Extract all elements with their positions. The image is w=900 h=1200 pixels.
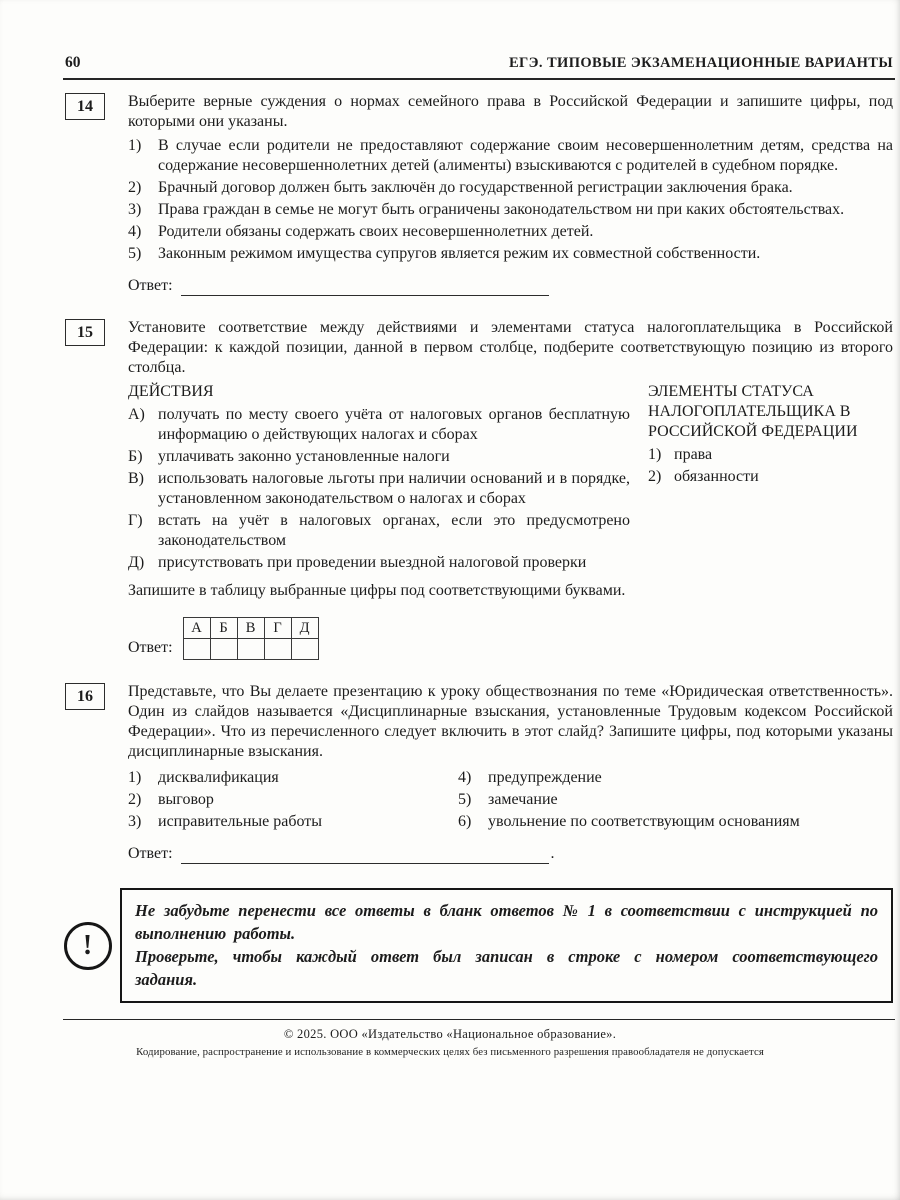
- footer-rule: [63, 1019, 895, 1020]
- option-item: [458, 768, 893, 788]
- matching-item-letter: Г): [128, 512, 143, 529]
- option-number: 1): [128, 137, 142, 154]
- question-16-prompt: Представьте, что Вы делаете презентацию к уроку обществознания по теме «Юридическая ответственность». Один из слайдов называется «Дисциплинарные взыскания, установленные Трудовым кодексом Российской Федерации». Что из перечисленного следует включить в этот слайд? Запишите цифры, под которыми указаны дисциплинарные взыскания.: [128, 683, 893, 760]
- options-right-column: [458, 766, 893, 832]
- header-rule: [63, 78, 895, 80]
- matching-item-text: присутствовать при проведении выездной налоговой проверки: [158, 554, 587, 571]
- option-item: [128, 790, 458, 810]
- matching-choice: [648, 467, 893, 487]
- matching-item-letter: В): [128, 470, 144, 487]
- matching-choice: [648, 445, 893, 465]
- answer-period: .: [550, 845, 555, 862]
- answer-label: Ответ:: [128, 277, 173, 294]
- table-input-cell: [264, 639, 291, 660]
- notice-icon-column: [55, 922, 120, 970]
- matching-choice-number: 2): [648, 468, 662, 485]
- answer-label: Ответ:: [128, 845, 173, 862]
- question-15-body: [128, 318, 893, 660]
- question-16: [65, 682, 893, 864]
- table-header-cell: Д: [291, 618, 318, 639]
- question-14: [65, 92, 893, 296]
- question-15-number-column: [65, 318, 128, 660]
- option-number: 5): [128, 245, 142, 262]
- matching-item: [128, 447, 630, 467]
- copyright-text: © 2025. ООО «Издательство «Национальное образование».: [283, 1027, 617, 1041]
- option-number: 5): [458, 791, 472, 808]
- option-number: 3): [128, 813, 142, 830]
- table-input-cell: [183, 639, 210, 660]
- page-header: [65, 54, 893, 72]
- answer-blank-line: [181, 282, 549, 296]
- table-input-cell: [291, 639, 318, 660]
- matching-item: [128, 405, 630, 445]
- option-item: [128, 136, 893, 176]
- notice-row: [55, 888, 893, 1003]
- table-header-cell: В: [237, 618, 264, 639]
- option-text: выговор: [158, 791, 214, 808]
- question-15-prompt: Установите соответствие между действиями и элементами статуса налогоплательщика в Российской Федерации: к каждой позиции, данной в первом столбце, подберите соответствующую позицию из второго столбца.: [128, 319, 893, 376]
- question-15: [65, 318, 893, 660]
- answer-row: [128, 276, 893, 296]
- notice-line: Проверьте, чтобы каждый ответ был записан в строке с номером соответствующего задания.: [135, 947, 878, 989]
- answer-label: Ответ:: [128, 639, 173, 656]
- option-item: [128, 200, 893, 220]
- table-header-cell: А: [183, 618, 210, 639]
- matching-choice-text: права: [674, 446, 713, 463]
- answer-table-row: [128, 617, 893, 660]
- option-number: 2): [128, 179, 142, 196]
- question-16-number-box: 16: [65, 683, 105, 710]
- answer-table-header-row: [183, 618, 318, 639]
- table-header-cell: Б: [210, 618, 237, 639]
- matching-item-text: встать на учёт в налоговых органах, если это предусмотрено законодательством: [158, 512, 630, 549]
- option-text: увольнение по соответствующим основаниям: [488, 813, 800, 830]
- option-number: 2): [128, 791, 142, 808]
- matching-columns: [128, 382, 893, 573]
- options-two-columns: [128, 766, 893, 832]
- question-14-prompt: Выберите верные суждения о нормах семейного права в Российской Федерации и запишите цифры, под которыми они указаны.: [128, 93, 893, 130]
- answer-row: [128, 844, 893, 864]
- answer-table: [183, 617, 319, 660]
- question-16-body: [128, 682, 893, 864]
- legal-notice-text: Кодирование, распространение и использование в коммерческих целях без письменного разрешения правообладателя не допускается: [136, 1046, 764, 1058]
- notice-line: Не забудьте перенести все ответы в бланк ответов № 1 в соответствии с инструкцией по выполнению работы.: [135, 901, 878, 943]
- page-number: 60: [65, 54, 81, 71]
- matching-item-text: получать по месту своего учёта от налоговых органов бесплатную информацию о действующих налогах и сборах: [158, 406, 630, 443]
- answer-blank-line: [181, 850, 549, 864]
- option-text: Родители обязаны содержать своих несовершеннолетних детей.: [158, 223, 594, 240]
- matching-item-letter: Д): [128, 554, 145, 571]
- table-instruction: Запишите в таблицу выбранные цифры под соответствующими буквами.: [128, 582, 626, 599]
- matching-right-column: [648, 382, 893, 573]
- matching-item-letter: А): [128, 406, 145, 423]
- option-number: 4): [458, 769, 472, 786]
- matching-item-text: уплачивать законно установленные налоги: [158, 448, 450, 465]
- matching-choice-text: обязанности: [674, 468, 759, 485]
- exclamation-icon: !: [64, 922, 112, 970]
- option-item: [128, 178, 893, 198]
- options-left-column: [128, 766, 458, 832]
- table-input-cell: [237, 639, 264, 660]
- matching-right-header: ЭЛЕМЕНТЫ СТАТУСА НАЛОГОПЛАТЕЛЬЩИКА В РОССИЙСКОЙ ФЕДЕРАЦИИ: [648, 383, 858, 440]
- matching-left-header: ДЕЙСТВИЯ: [128, 383, 214, 400]
- option-text: предупреждение: [488, 769, 602, 786]
- matching-item-text: использовать налоговые льготы при наличии оснований и в порядке, установленном законодательством о налогах и сборах: [158, 470, 630, 507]
- option-text: исправительные работы: [158, 813, 323, 830]
- matching-item: [128, 511, 630, 551]
- option-item: [458, 812, 893, 832]
- matching-item-letter: Б): [128, 448, 143, 465]
- question-15-number-box: 15: [65, 319, 105, 346]
- matching-item: [128, 469, 630, 509]
- option-item: [128, 244, 893, 264]
- option-text: дисквалификация: [158, 769, 279, 786]
- table-input-cell: [210, 639, 237, 660]
- option-text: замечание: [488, 791, 558, 808]
- option-number: 1): [128, 769, 142, 786]
- option-item: [128, 768, 458, 788]
- question-16-number-column: [65, 682, 128, 864]
- option-text: Брачный договор должен быть заключён до государственной регистрации заключения брака.: [158, 179, 793, 196]
- option-text: Законным режимом имущества супругов является режим их совместной собственности.: [158, 245, 761, 262]
- page-content: [65, 92, 893, 864]
- answer-table-input-row: [183, 639, 318, 660]
- option-number: 3): [128, 201, 142, 218]
- option-text: Права граждан в семье не могут быть ограничены законодательством ни при каких обстоятельствах.: [158, 201, 845, 218]
- matching-left-column: [128, 382, 630, 573]
- matching-choice-number: 1): [648, 446, 662, 463]
- option-number: 6): [458, 813, 472, 830]
- option-item: [458, 790, 893, 810]
- question-14-number-column: [65, 92, 128, 296]
- option-number: 4): [128, 223, 142, 240]
- matching-item: [128, 553, 630, 573]
- option-item: [128, 812, 458, 832]
- option-text: В случае если родители не предоставляют содержание своим несовершеннолетним детям, средства на содержание несовершеннолетних детей (алименты) взыскиваются с родителей в судебном порядке.: [158, 137, 893, 174]
- option-item: [128, 222, 893, 242]
- question-14-number-box: 14: [65, 93, 105, 120]
- table-header-cell: Г: [264, 618, 291, 639]
- question-14-body: [128, 92, 893, 296]
- notice-box: [120, 888, 893, 1003]
- running-head: ЕГЭ. ТИПОВЫЕ ЭКЗАМЕНАЦИОННЫЕ ВАРИАНТЫ: [508, 55, 893, 71]
